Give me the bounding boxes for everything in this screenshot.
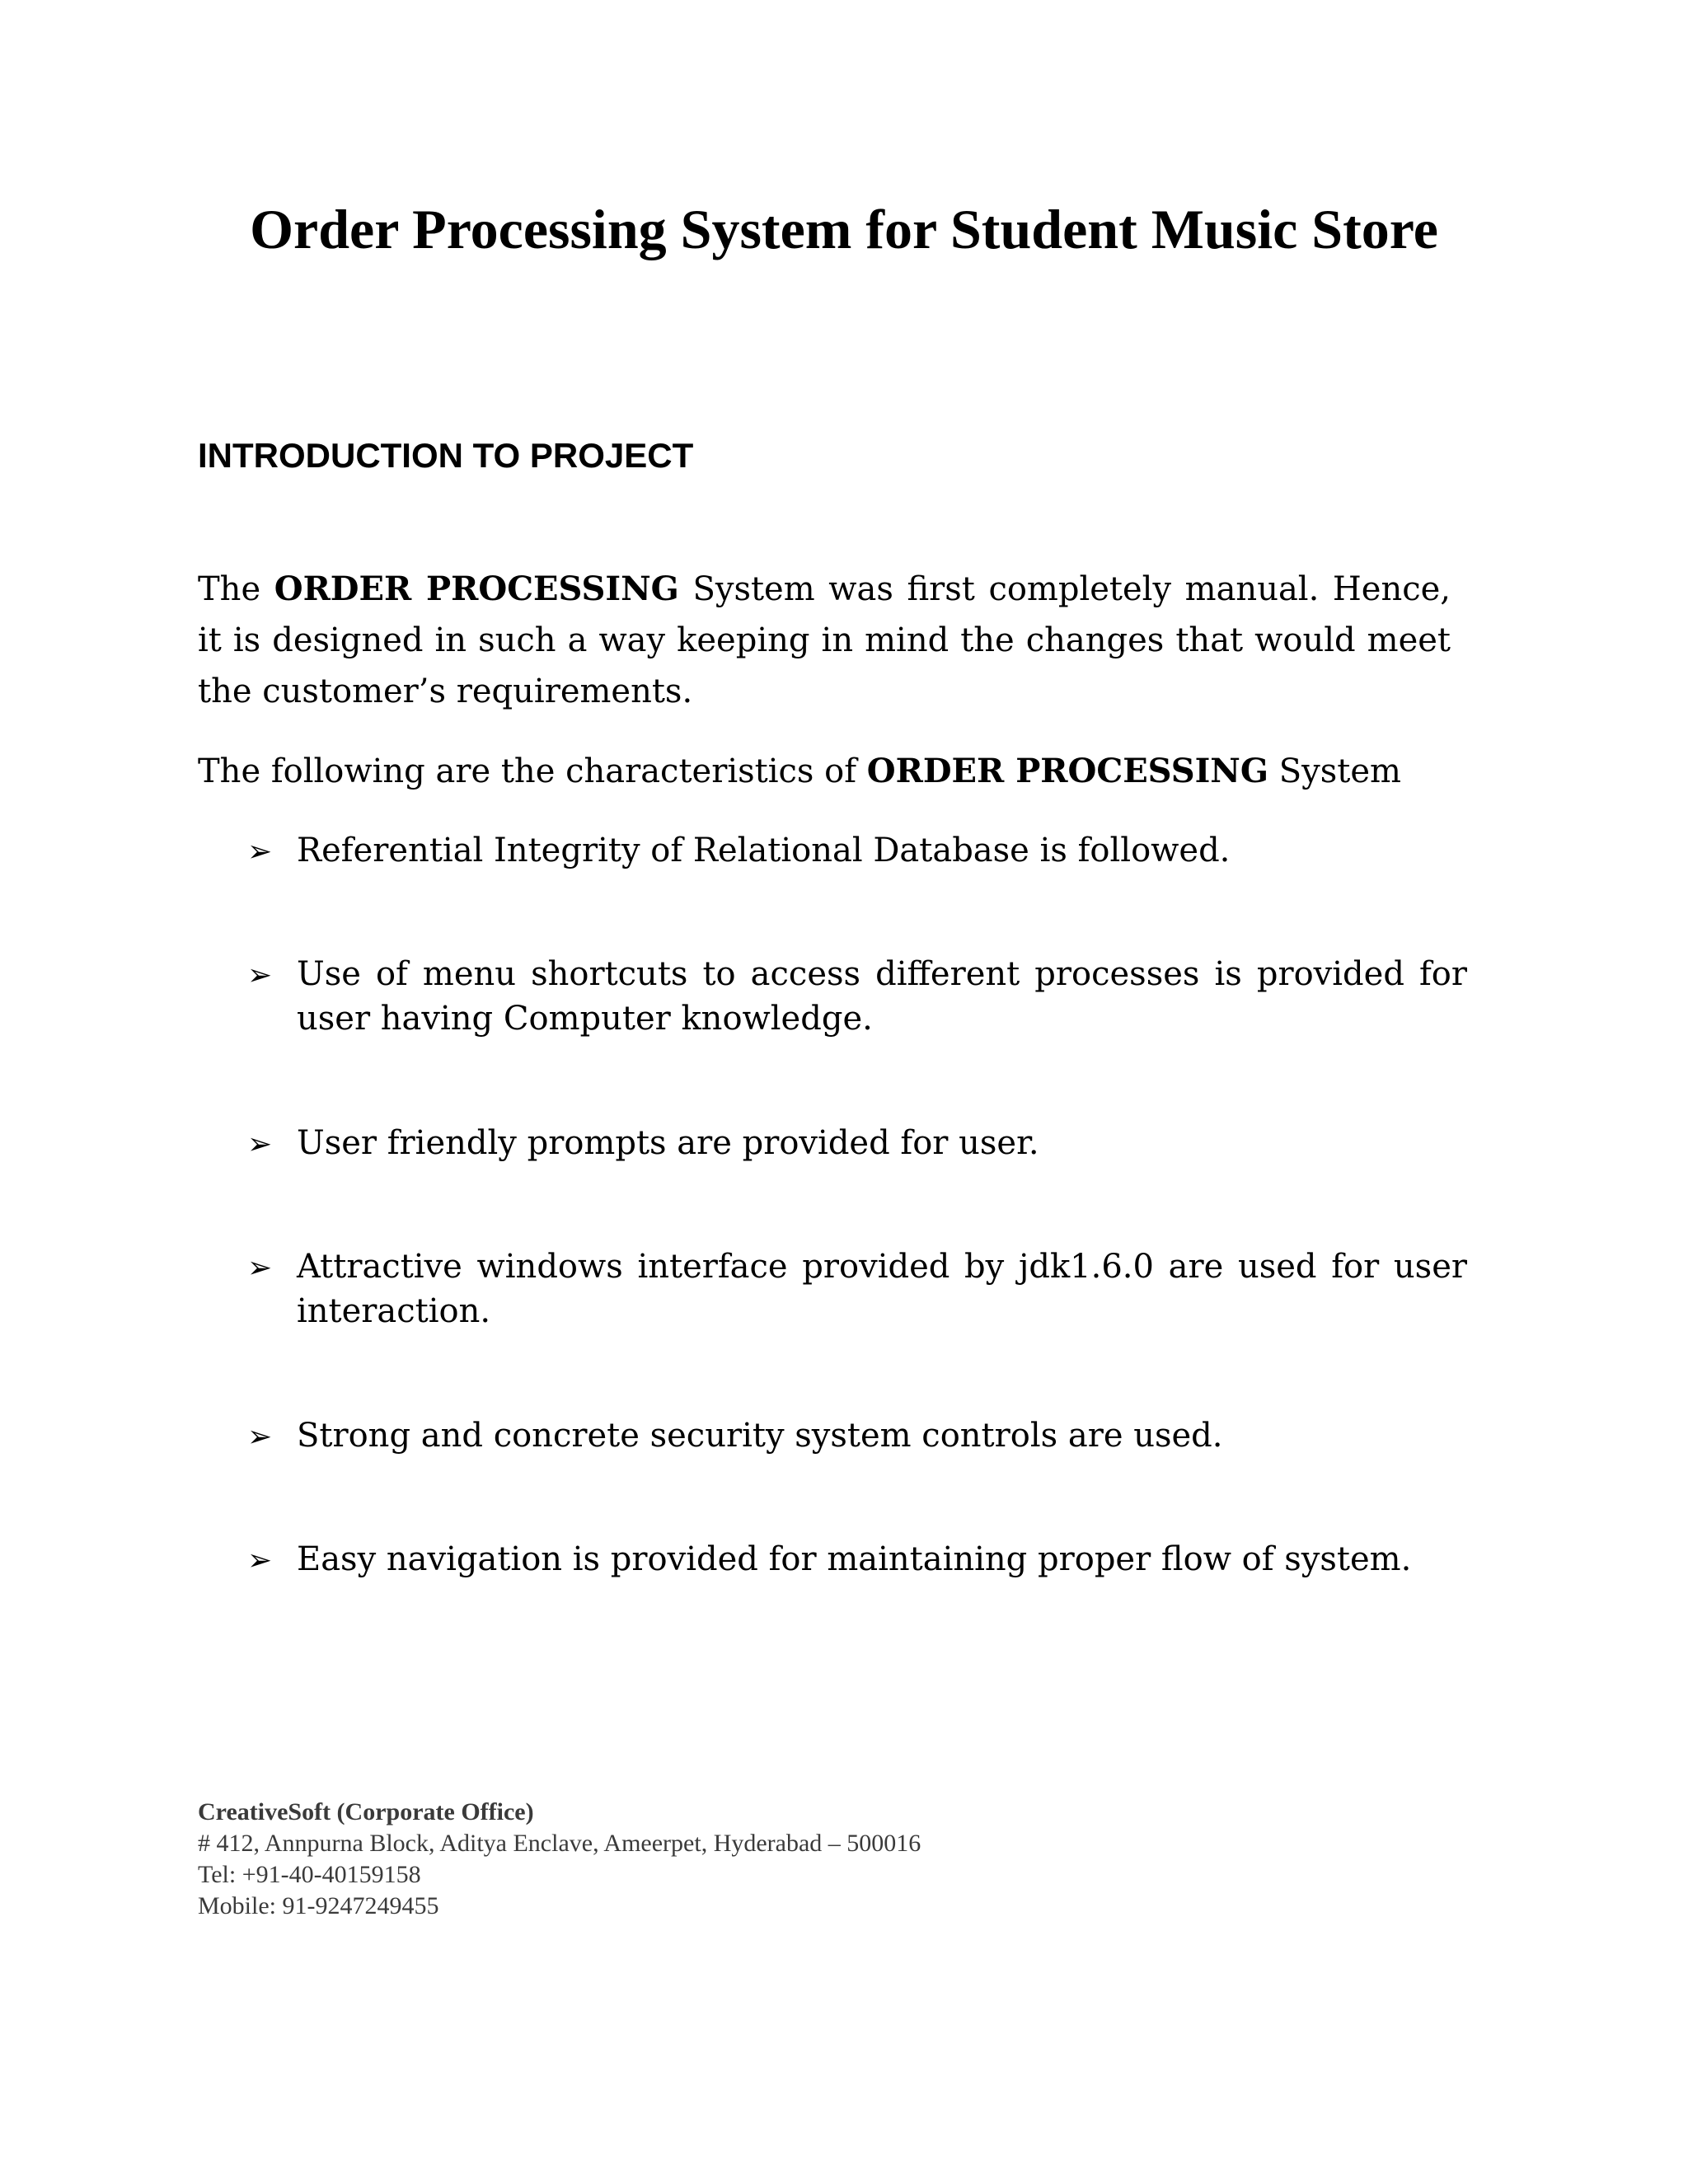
list-item-text: Referential Integrity of Relational Database is followed. — [297, 832, 1231, 869]
list-item-text: User friendly prompts are provided for user. — [297, 1124, 1039, 1162]
intro-text-bold: ORDER PROCESSING — [274, 569, 679, 608]
page-title: Order Processing System for Student Music Store — [250, 198, 1438, 260]
arrow-bullet-icon: ➢ — [247, 1420, 273, 1454]
section-heading: INTRODUCTION TO PROJECT — [198, 436, 694, 475]
arrow-bullet-icon: ➢ — [247, 958, 273, 992]
footer-address: # 412, Annpurna Block, Aditya Enclave, Ameerpet, Hyderabad – 500016 — [198, 1830, 921, 1857]
characteristics-intro — [198, 746, 1467, 797]
footer-company: CreativeSoft (Corporate Office) — [198, 1798, 534, 1825]
intro-text-post: System was first completely manual. Hence, it is designed in such a way keeping in mind the changes that would meet the customer’s requirements. — [198, 570, 1451, 710]
footer-contact — [198, 1797, 921, 1922]
characteristics-text-bold: ORDER PROCESSING — [866, 752, 1269, 790]
list-item-text: Easy navigation is provided for maintaining proper flow of system. — [297, 1540, 1412, 1578]
arrow-bullet-icon: ➢ — [247, 835, 273, 869]
arrow-bullet-icon: ➢ — [247, 1127, 273, 1161]
arrow-bullet-icon: ➢ — [247, 1251, 273, 1285]
arrow-bullet-icon: ➢ — [247, 1544, 273, 1577]
intro-paragraph — [198, 564, 1451, 717]
list-item-text: Attractive windows interface provided by jdk1.6.0 are used for user interaction. — [297, 1248, 1467, 1330]
footer-mobile: Mobile: 91-9247249455 — [198, 1892, 439, 1919]
characteristics-text-pre: The following are the characteristics of — [198, 752, 867, 790]
intro-text-pre: The — [198, 570, 274, 608]
list-item-text: Use of menu shortcuts to access different processes is provided for user having Computer knowledge. — [297, 955, 1467, 1038]
characteristics-text-post: System — [1268, 752, 1401, 790]
footer-tel: Tel: +91-40-40159158 — [198, 1861, 421, 1888]
list-item-text: Strong and concrete security system controls are used. — [297, 1417, 1223, 1455]
